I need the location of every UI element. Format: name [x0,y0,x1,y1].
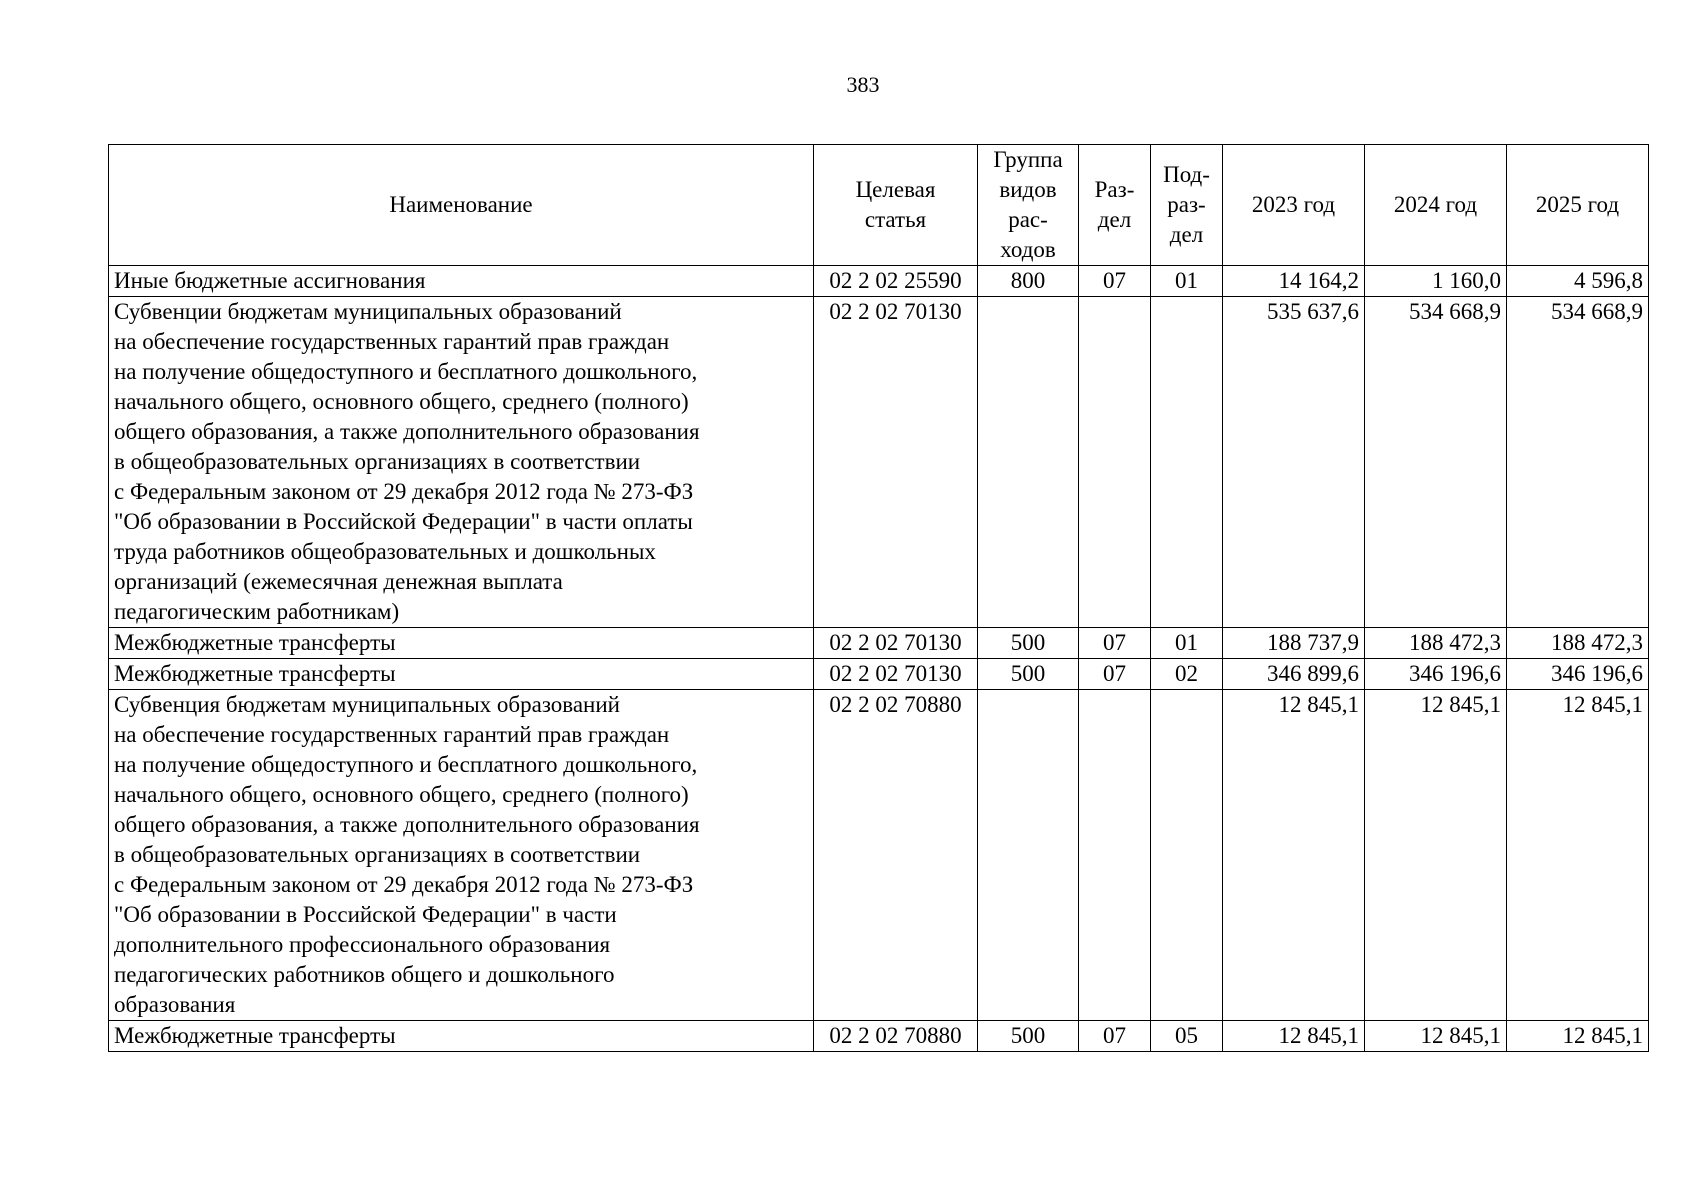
row-2024: 188 472,3 [1365,628,1507,659]
header-expense-group: Группа видов рас- ходов [978,145,1079,266]
row-section [1079,690,1151,1021]
row-2023: 12 845,1 [1223,1021,1365,1052]
table-row [109,1021,1649,1052]
row-target-article: 02 2 02 25590 [814,266,978,297]
row-expense-group: 500 [978,628,1079,659]
header-2025: 2025 год [1507,145,1649,266]
row-subsection: 01 [1151,266,1223,297]
row-2023: 535 637,6 [1223,297,1365,628]
header-subsection: Под- раз- дел [1151,145,1223,266]
row-2023: 188 737,9 [1223,628,1365,659]
row-section: 07 [1079,659,1151,690]
table-row [109,297,1649,628]
row-target-article: 02 2 02 70130 [814,297,978,628]
row-name: Межбюджетные трансферты [109,628,814,659]
row-expense-group [978,690,1079,1021]
header-section: Раз- дел [1079,145,1151,266]
row-subsection [1151,297,1223,628]
row-2025: 12 845,1 [1507,690,1649,1021]
row-name: Межбюджетные трансферты [109,1021,814,1052]
row-name: Субвенция бюджетам муниципальных образований на обеспечение государственных гарантий прав граждан на получение общедоступного и бесплатного дошкольного, начального общего, основного общего, среднего (полного) общего образования, а также дополнительного образования в общеобразовательных организациях в соответствии с Федеральным законом от 29 декабря 2012 года № 273-ФЗ "Об образовании в Российской Федерации" в части дополнительного профессионального образования педагогических работников общего и дошкольного образования [109,690,814,1021]
row-expense-group: 500 [978,659,1079,690]
row-subsection: 01 [1151,628,1223,659]
row-expense-group: 800 [978,266,1079,297]
table-header-row [109,145,1649,266]
row-2025: 188 472,3 [1507,628,1649,659]
row-2024: 534 668,9 [1365,297,1507,628]
row-name: Межбюджетные трансферты [109,659,814,690]
table-row [109,266,1649,297]
row-2024: 12 845,1 [1365,690,1507,1021]
header-2023: 2023 год [1223,145,1365,266]
row-target-article: 02 2 02 70130 [814,659,978,690]
row-2023: 12 845,1 [1223,690,1365,1021]
row-2024: 346 196,6 [1365,659,1507,690]
row-expense-group: 500 [978,1021,1079,1052]
table-row [109,659,1649,690]
row-2024: 1 160,0 [1365,266,1507,297]
row-2023: 346 899,6 [1223,659,1365,690]
header-name: Наименование [109,145,814,266]
row-subsection: 05 [1151,1021,1223,1052]
row-target-article: 02 2 02 70130 [814,628,978,659]
row-name: Иные бюджетные ассигнования [109,266,814,297]
row-2025: 534 668,9 [1507,297,1649,628]
header-target-article: Целевая статья [814,145,978,266]
page-number: 383 [846,72,880,97]
row-section [1079,297,1151,628]
row-2023: 14 164,2 [1223,266,1365,297]
row-2025: 4 596,8 [1507,266,1649,297]
row-subsection [1151,690,1223,1021]
row-target-article: 02 2 02 70880 [814,690,978,1021]
row-section: 07 [1079,1021,1151,1052]
row-2025: 346 196,6 [1507,659,1649,690]
row-name: Субвенции бюджетам муниципальных образований на обеспечение государственных гарантий прав граждан на получение общедоступного и бесплатного дошкольного, начального общего, основного общего, среднего (полного) общего образования, а также дополнительного образования в общеобразовательных организациях в соответствии с Федеральным законом от 29 декабря 2012 года № 273-ФЗ "Об образовании в Российской Федерации" в части оплаты труда работников общеобразовательных и дошкольных организаций (ежемесячная денежная выплата педагогическим работникам) [109,297,814,628]
row-expense-group [978,297,1079,628]
header-2024: 2024 год [1365,145,1507,266]
row-2025: 12 845,1 [1507,1021,1649,1052]
row-2024: 12 845,1 [1365,1021,1507,1052]
row-section: 07 [1079,628,1151,659]
row-section: 07 [1079,266,1151,297]
table-row [109,628,1649,659]
budget-table [108,144,1649,1052]
table-row [109,690,1649,1021]
row-subsection: 02 [1151,659,1223,690]
row-target-article: 02 2 02 70880 [814,1021,978,1052]
